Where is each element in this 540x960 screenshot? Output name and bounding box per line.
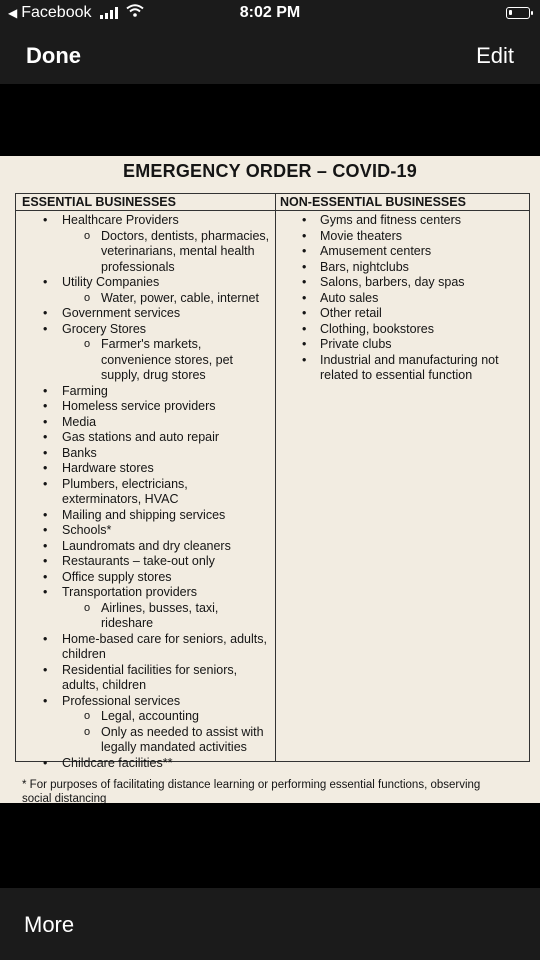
essential-item: • Gas stations and auto repair bbox=[16, 430, 274, 446]
businesses-table bbox=[15, 193, 530, 770]
essential-item: • Residential facilities for seniors, adults, children bbox=[16, 663, 274, 694]
essential-item: • Grocery Stores bbox=[16, 322, 274, 338]
essential-sub-item: o Farmer's markets, convenience stores, pet supply, drug stores bbox=[16, 337, 274, 384]
bottom-toolbar bbox=[0, 888, 540, 960]
essential-item: • Farming bbox=[16, 384, 274, 400]
essential-item: • Restaurants – take-out only bbox=[16, 554, 274, 570]
edit-button[interactable]: Edit bbox=[476, 43, 514, 68]
essential-item: • Banks bbox=[16, 446, 274, 462]
non-essential-item: • Industrial and manufacturing not related to essential function bbox=[274, 353, 531, 384]
essential-list bbox=[16, 213, 274, 771]
essential-item: • Laundromats and dry cleaners bbox=[16, 539, 274, 555]
document-title: EMERGENCY ORDER – COVID-19 bbox=[123, 161, 417, 181]
essential-item: • Plumbers, electricians, exterminators, HVAC bbox=[16, 477, 274, 508]
non-essential-header: NON-ESSENTIAL BUSINESSES bbox=[280, 195, 466, 209]
back-app-name: Facebook bbox=[21, 4, 92, 21]
essential-item: • Media bbox=[16, 415, 274, 431]
more-button[interactable]: More bbox=[24, 912, 75, 937]
back-arrow-icon: ◀ bbox=[8, 6, 18, 20]
non-essential-item: • Movie theaters bbox=[274, 229, 531, 245]
non-essential-item: • Clothing, bookstores bbox=[274, 322, 531, 338]
essential-item: • Schools* bbox=[16, 523, 274, 539]
essential-sub-item: o Only as needed to assist with legally mandated activities bbox=[16, 725, 274, 756]
footnote-cutoff: social distancing bbox=[22, 793, 107, 803]
essential-header: ESSENTIAL BUSINESSES bbox=[22, 195, 176, 209]
non-essential-item: • Other retail bbox=[274, 306, 531, 322]
photo-viewer-nav-bar bbox=[0, 28, 540, 84]
essential-item: • Utility Companies bbox=[16, 275, 274, 291]
essential-item: • Mailing and shipping services bbox=[16, 508, 274, 524]
essential-item: • Home-based care for seniors, adults, children bbox=[16, 632, 274, 663]
essential-item: • Office supply stores bbox=[16, 570, 274, 586]
essential-item: • Transportation providers bbox=[16, 585, 274, 601]
essential-item: • Homeless service providers bbox=[16, 399, 274, 415]
non-essential-item: • Gyms and fitness centers bbox=[274, 213, 531, 229]
essential-sub-item: o Water, power, cable, internet bbox=[16, 291, 274, 307]
essential-item: • Professional services bbox=[16, 694, 274, 710]
essential-sub-item: o Doctors, dentists, pharmacies, veterinarians, mental health professionals bbox=[16, 229, 274, 276]
clock: 8:02 PM bbox=[239, 4, 301, 21]
essential-item: • Hardware stores bbox=[16, 461, 274, 477]
non-essential-item: • Private clubs bbox=[274, 337, 531, 353]
battery-icon bbox=[506, 7, 530, 19]
non-essential-item: • Auto sales bbox=[274, 291, 531, 307]
essential-sub-item: o Airlines, busses, taxi, rideshare bbox=[16, 601, 274, 632]
essential-item: • Healthcare Providers bbox=[16, 213, 274, 229]
photo-image bbox=[0, 156, 540, 803]
status-bar bbox=[0, 0, 540, 28]
battery-level bbox=[509, 10, 512, 15]
non-essential-item: • Salons, barbers, day spas bbox=[274, 275, 531, 291]
essential-sub-item: o Legal, accounting bbox=[16, 709, 274, 725]
non-essential-item: • Amusement centers bbox=[274, 244, 531, 260]
non-essential-item: • Bars, nightclubs bbox=[274, 260, 531, 276]
footnote: * For purposes of facilitating distance learning or performing essential functions, observing bbox=[22, 779, 481, 791]
essential-item: • Childcare facilities** bbox=[16, 756, 274, 772]
essential-item: • Government services bbox=[16, 306, 274, 322]
header-rule bbox=[16, 210, 529, 211]
done-button[interactable]: Done bbox=[26, 43, 81, 68]
non-essential-list bbox=[274, 213, 531, 384]
